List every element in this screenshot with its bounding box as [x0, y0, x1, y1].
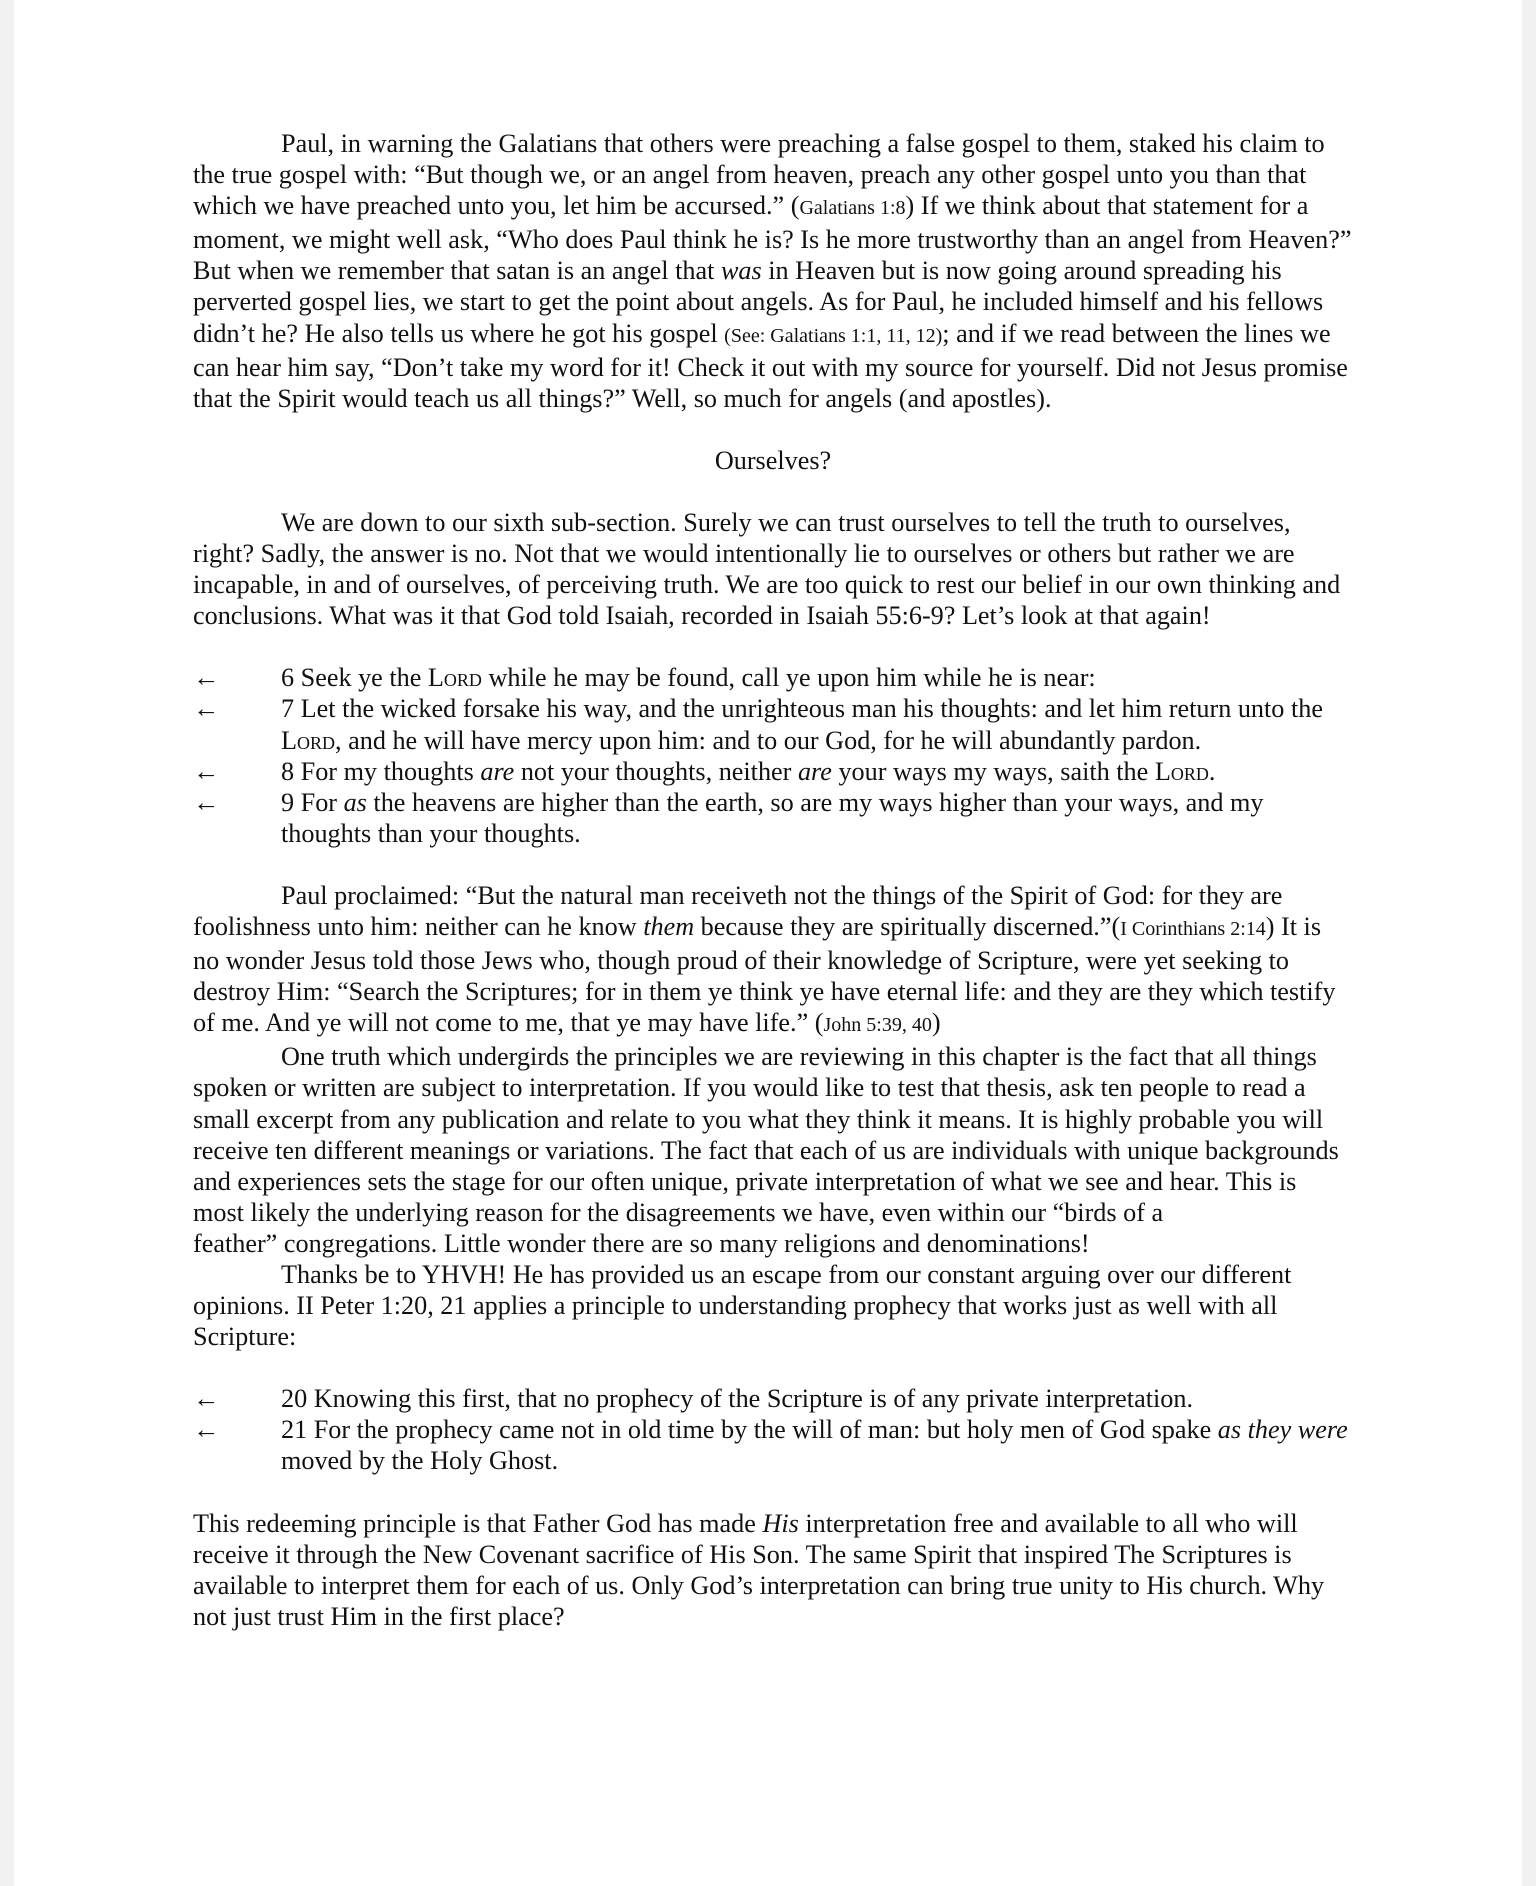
- section-heading: Ourselves?: [714, 445, 832, 475]
- paragraph-galatians: Paul, in warning the Galatians that others were preaching a false gospel to them, staked his claim to the true gospel with: “But though we, or an angel from heaven, preach any other gospel unto you than that which we have preached unto you, let him be accursed.” (Galatians 1:8) If we think about that statement for a moment, we might well ask, “Who does Paul think he is? Is he more trustworthy than an angel from Heaven?” But when we remember that satan is an angel that was in Heaven but is now going around spreading his perverted gospel lies, we start to get the point about angels. As for Paul, he included himself and his fellows didn’t he? He also tells us where he got his gospel (See: Galatians 1:1, 11, 12); and if we read between the lines we can hear him say, “Don’t take my word for it! Check it out with my source for yourself. Did not Jesus promise that the Spirit would teach us all things?” Well, so much for angels (and apostles).: [193, 129, 1352, 413]
- verse-isaiah-6: ← 6 Seek ye the Lord while he may be found, call ye upon him while he is near:: [193, 663, 1096, 693]
- scripture-reference: I Corinthians 2:14: [1120, 917, 1266, 940]
- scripture-reference: Galatians 1:8: [799, 197, 906, 220]
- paragraph-natural-man: Paul proclaimed: “But the natural man receiveth not the things of the Spirit of God: for they are foolishness unto him: neither can he know them because they are spiritually discerned.”(I Corinthians 2:14) It is no wonder Jesus told those Jews who, though proud of their knowledge of Scripture, were yet seeking to destroy Him: “Search the Scriptures; for in them ye think ye have eternal life: and they are they which testify of me. And ye will not come to me, that ye may have life.” (John 5:39, 40): [193, 880, 1336, 1038]
- paragraph-redeeming-principle: This redeeming principle is that Father God has made His interpretation free and available to all who will receive it through the New Covenant sacrifice of His Son. The same Spirit that inspired The Scriptures is available to interpret them for each of us. Only God’s interpretation can bring true unity to His church. Why not just trust Him in the first place?: [193, 1508, 1325, 1631]
- verse-isaiah-7: ← 7 Let the wicked forsake his way, and the unrighteous man his thoughts: and let him return unto the Lord, and he will have mercy upon him: and to our God, for he will abundantly pardon.: [193, 694, 1323, 755]
- paragraph-ourselves: We are down to our sixth sub-section. Surely we can trust ourselves to tell the truth to ourselves, right? Sadly, the answer is no. Not that we would intentionally lie to ourselves or others but rather we are incapable, in and of ourselves, of perceiving truth. We are too quick to rest our belief in our own thinking and conclusions. What was it that God told Isaiah, recorded in Isaiah 55:6-9? Let’s look at that again!: [193, 507, 1341, 631]
- verse-peter-20: ← 20 Knowing this first, that no prophecy of the Scripture is of any private interpretation.: [193, 1384, 1193, 1414]
- arrow-left-icon: ←: [193, 787, 220, 817]
- paragraph-thanks: Thanks be to YHVH! He has provided us an escape from our constant arguing over our different opinions. II Peter 1:20, 21 applies a principle to understanding prophecy that works just as well with all Scripture:: [193, 1260, 1292, 1352]
- verse-peter-21: ← 21 For the prophecy came not in old time by the will of man: but holy men of God spake as they were moved by the Holy Ghost.: [193, 1415, 1348, 1476]
- arrow-left-icon: ←: [193, 663, 220, 693]
- document-body: [193, 128, 1353, 1632]
- arrow-left-icon: ←: [193, 1415, 220, 1445]
- scripture-reference: John 5:39, 40: [823, 1014, 932, 1037]
- paragraph-interpretation-continued: feather” congregations. Little wonder there are so many religions and denominations!: [193, 1228, 1090, 1258]
- paragraph-interpretation: One truth which undergirds the principles we are reviewing in this chapter is the fact that all things spoken or written are subject to interpretation. If you would like to test that thesis, ask ten people to read a small excerpt from any publication and relate to you what they think it means. It is highly probable you will receive ten different meanings or variations. The fact that each of us are individuals with unique backgrounds and experiences sets the stage for our often unique, private interpretation of what we see and hear. This is most likely the underlying reason for the disagreements we have, even within our “birds of a: [193, 1042, 1339, 1227]
- scripture-reference: (See: Galatians 1:1, 11, 12): [724, 324, 943, 347]
- verse-isaiah-9: ← 9 For as the heavens are higher than the earth, so are my ways higher than your ways, and my thoughts than your thoughts.: [193, 787, 1264, 848]
- arrow-left-icon: ←: [193, 756, 220, 786]
- arrow-left-icon: ←: [193, 694, 220, 724]
- verse-isaiah-8: ← 8 For my thoughts are not your thoughts, neither are your ways my ways, saith the Lord.: [193, 756, 1216, 786]
- arrow-left-icon: ←: [193, 1384, 220, 1414]
- document-page: [14, 0, 1522, 1886]
